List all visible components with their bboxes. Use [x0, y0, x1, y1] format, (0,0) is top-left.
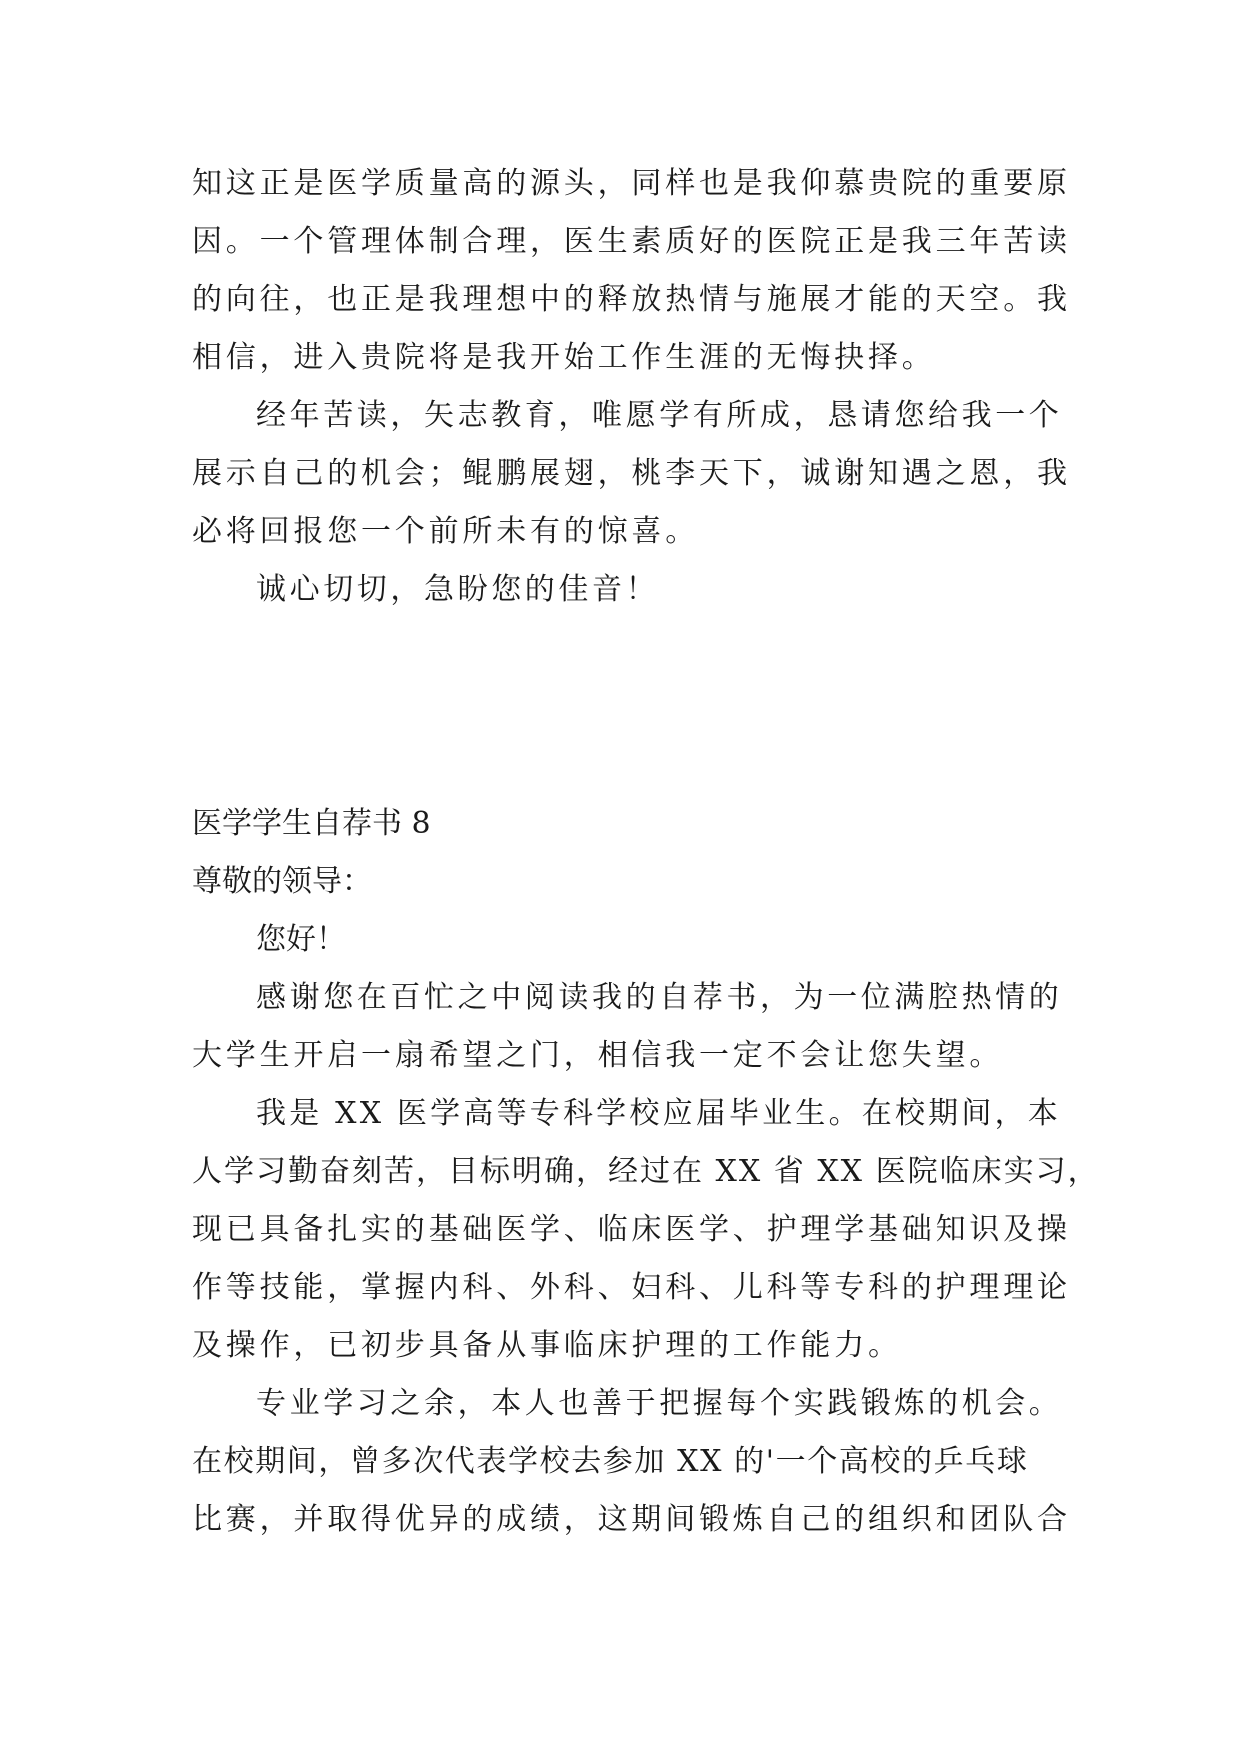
- paragraph-line: 在校期间，曾多次代表学校去参加 XX 的'一个高校的乒乓球: [192, 1444, 1029, 1479]
- paragraph-line: 人学习勤奋刻苦，目标明确，经过在 XX 省 XX 医院临床实习，: [192, 1154, 1100, 1189]
- paragraph-line: 的向往，也正是我理想中的释放热情与施展才能的天空。我: [192, 282, 1071, 317]
- paragraph-line: 现已具备扎实的基础医学、临床医学、护理学基础知识及操: [192, 1212, 1071, 1247]
- salutation: 尊敬的领导：: [192, 864, 372, 899]
- paragraph-line: 专业学习之余，本人也善于把握每个实践锻炼的机会。: [256, 1386, 1063, 1421]
- document-title: 医学学生自荐书 8: [192, 806, 431, 841]
- paragraph-line: 比赛，并取得优异的成绩，这期间锻炼自己的组织和团队合: [192, 1502, 1071, 1537]
- paragraph-line: 及操作，已初步具备从事临床护理的工作能力。: [192, 1328, 902, 1363]
- greeting: 您好！: [256, 922, 346, 957]
- paragraph-line: 知这正是医学质量高的源头，同样也是我仰慕贵院的重要原: [192, 166, 1071, 201]
- paragraph-line: 作等技能，掌握内科、外科、妇科、儿科等专科的护理理论: [192, 1270, 1071, 1305]
- paragraph-line: 必将回报您一个前所未有的惊喜。: [192, 514, 699, 549]
- paragraph-line: 相信，进入贵院将是我开始工作生涯的无悔抉择。: [192, 340, 936, 375]
- paragraph-line: 大学生开启一扇希望之门，相信我一定不会让您失望。: [192, 1038, 1004, 1073]
- paragraph-line: 我是 XX 医学高等专科学校应届毕业生。在校期间，本: [256, 1096, 1061, 1131]
- paragraph-line: 诚心切切，急盼您的佳音！: [256, 572, 660, 607]
- paragraph-line: 感谢您在百忙之中阅读我的自荐书，为一位满腔热情的: [256, 980, 1063, 1015]
- paragraph-line: 经年苦读，矢志教育，唯愿学有所成，恳请您给我一个: [256, 398, 1063, 433]
- paragraph-line: 展示自己的机会；鲲鹏展翅，桃李天下，诚谢知遇之恩，我: [192, 456, 1071, 491]
- paragraph-line: 因。一个管理体制合理，医生素质好的医院正是我三年苦读: [192, 224, 1071, 259]
